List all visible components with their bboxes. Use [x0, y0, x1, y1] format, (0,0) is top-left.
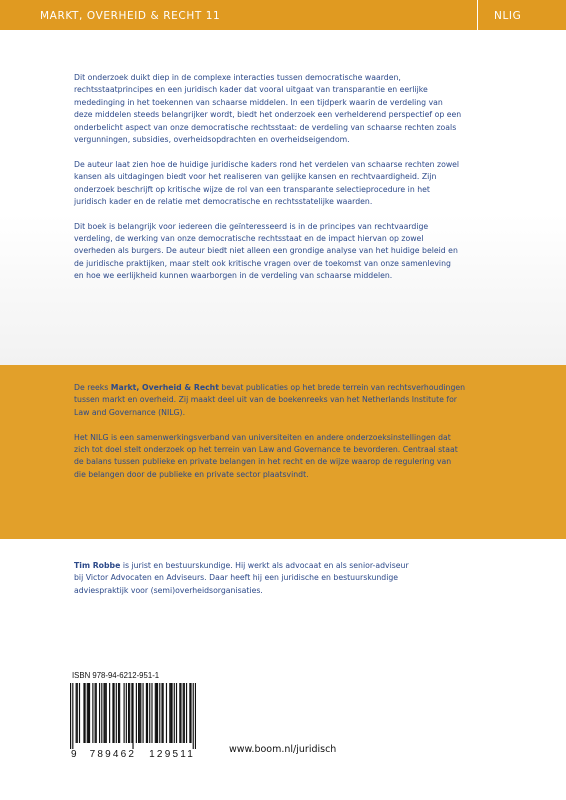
barcode-bar [106, 683, 107, 743]
isbn-barcode [70, 671, 196, 761]
barcode-bar [129, 683, 130, 743]
barcode-digit-group: 9 [71, 749, 77, 760]
series-line: tussen markt en overheid. Zij maakt deel uit van de boekenreeks van het Netherlands Institute for [74, 395, 457, 405]
barcode-bars [70, 683, 196, 749]
series-line: zich tot doel stelt onderzoek op het terrein van Law and Governance te bevorderen. Centraal staat [74, 444, 458, 454]
barcode-bar [70, 683, 71, 749]
barcode-bar [142, 683, 143, 743]
barcode-bar [149, 683, 150, 743]
barcode-bar [155, 683, 156, 743]
barcode-bar [103, 683, 104, 743]
barcode-bar [176, 683, 177, 743]
barcode-bar [89, 683, 90, 743]
barcode-bar [124, 683, 125, 743]
barcode-bar [174, 683, 175, 743]
author-paragraph [74, 560, 504, 597]
summary-line: Dit onderzoek duikt diep in de complexe interacties tussen democratische waarden, [74, 73, 401, 82]
summary-line: De auteur laat zien hoe de huidige juridische kaders rond het verdelen van schaarse rechten zowel [74, 159, 460, 169]
summary-paragraph-2 [74, 159, 504, 209]
summary-line: kansen als uitdagingen biedt voor het realiseren van gelijke kansen en rechtvaardigheid. Zijn [74, 172, 437, 182]
barcode-bar [139, 683, 140, 743]
barcode-digit-group: 129511 [149, 749, 195, 760]
series-line: Law and Governance (NILG). [74, 407, 186, 417]
summary-line: onderbelicht aspect van onze democratische rechtsstaat: de verdeling van schaarse rechten zoals [74, 122, 457, 132]
summary-line: mededinging in het toekennen van schaarse middelen. In een tijdperk waarin de verdeling van [74, 97, 443, 107]
series-name: Markt, Overheid & Recht [110, 383, 219, 392]
barcode-bar [166, 683, 167, 743]
barcode-bar [147, 683, 148, 743]
barcode-bar [119, 683, 120, 743]
barcode-bar [105, 683, 106, 743]
barcode-bar [179, 683, 180, 743]
series-title: MARKT, OVERHEID & RECHT 11 [40, 10, 221, 22]
barcode-bar [118, 683, 119, 743]
barcode-bar [180, 683, 181, 743]
summary-line: Dit boek is belangrijk voor iedereen die geïnteresseerd is in de principes van rechtvaardige [74, 221, 429, 231]
barcode-bar [126, 683, 127, 743]
barcode-bar [101, 683, 102, 743]
series-line: die belangen door de publieke en private sector plaatsvindt. [74, 469, 309, 479]
barcode-bar [96, 683, 97, 743]
summary-line: vergunningen, subsidies, overheidsopdrachten en overheidseigendom. [74, 135, 350, 145]
barcode-bar [131, 683, 132, 743]
barcode-bar [170, 683, 171, 743]
barcode-bar [163, 683, 164, 743]
barcode-bar [151, 683, 152, 743]
barcode-bar [99, 683, 100, 743]
summary-line: deze middelen steeds belangrijker wordt, biedt het onderzoek een verhelderend perspectief op een [74, 110, 462, 120]
barcode-bar [85, 683, 86, 743]
barcode-bar [132, 683, 133, 749]
summary-paragraph-1 [74, 72, 504, 146]
barcode-digits [70, 749, 196, 760]
summary-line: onderzoek beschrijft op kritische wijze de rol van een transparante selectieprocedure in het [74, 184, 430, 194]
author-line [74, 560, 504, 572]
summary-paragraph-3 [74, 221, 504, 283]
publisher-website[interactable]: www.boom.nl/juridisch [229, 744, 337, 755]
barcode-bar [76, 683, 77, 743]
barcode-bar [157, 683, 158, 743]
barcode-bar [136, 683, 137, 743]
author-intro: is jurist en bestuurskundige. Hij werkt als advocaat en als senior-adviseur [120, 561, 409, 570]
barcode-bar [87, 683, 88, 743]
barcode-bar [156, 683, 157, 743]
author-line: bij Victor Advocaten en Adviseurs. Daar heeft hij een juridische en bestuurskundige [74, 573, 399, 583]
book-summary [74, 72, 504, 283]
header-divider [477, 0, 478, 30]
barcode-bar [83, 683, 84, 743]
summary-line: de juridische praktijken, maar stelt ook kritische vragen over de toekomst van onze samenleving [74, 258, 451, 268]
isbn-label: ISBN 978-94-6212-951-1 [72, 671, 160, 680]
barcode-bar [189, 683, 190, 743]
series-paragraph-1 [74, 382, 504, 419]
series-paragraph-2 [74, 432, 504, 482]
barcode-bar [77, 683, 78, 743]
barcode-bar [186, 683, 187, 743]
author-bio [74, 560, 504, 597]
author-line: adviespraktijk voor (semi)overheidsorganisaties. [74, 585, 263, 595]
barcode-bar [79, 683, 80, 743]
series-intro-text: De reeks [74, 383, 111, 392]
barcode-bar [113, 683, 114, 743]
barcode-bar [140, 683, 141, 743]
summary-line: rechtsstaatprincipes en een juridisch kader dat vooral uitgaat van transparantie en eerlijke [74, 85, 428, 95]
author-name: Tim Robbe [74, 561, 121, 570]
barcode-bar [169, 683, 170, 743]
barcode-bar [116, 683, 117, 743]
barcode-bar [146, 683, 147, 743]
series-intro-rest: bevat publicaties op het brede terrein van rechtsverhoudingen [218, 383, 466, 392]
series-line: de balans tussen publieke en private belangen in het recht en de wijze waarop de regulering van [74, 457, 452, 467]
barcode-bar [128, 683, 129, 743]
summary-line: en hoe we eerlijkheid kunnen waarborgen in de verdeling van schaarse middelen. [74, 271, 393, 281]
barcode-bar [88, 683, 89, 743]
summary-line: overheden als burgers. De auteur biedt niet alleen een grondige analyse van het huidige beleid en [74, 246, 458, 256]
barcode-bar [183, 683, 184, 743]
publisher-short: NLIG [494, 10, 522, 22]
barcode-bar [112, 683, 113, 743]
barcode-bar [95, 683, 96, 743]
barcode-bar [184, 683, 185, 743]
barcode-bar [190, 683, 191, 743]
barcode-bar [193, 683, 194, 749]
series-description [74, 382, 504, 481]
series-line [74, 382, 504, 394]
barcode-bar [72, 683, 73, 749]
series-header-bar [0, 0, 566, 30]
summary-line: verdeling, de werking van onze democratische rechtsstaat en de impact hiervan op zowel [74, 234, 424, 244]
barcode-bar [138, 683, 139, 743]
barcode-bar [92, 683, 93, 743]
summary-line: juridisch kader en de relatie met democratische en rechtsstatelijke waarden. [74, 196, 373, 206]
barcode-bar [159, 683, 160, 743]
barcode-digit-group: 789462 [89, 749, 137, 760]
barcode-bar [195, 683, 196, 749]
series-line: Het NILG is een samenwerkingsverband van universiteiten en andere onderzoeksinstellingen dat [74, 432, 451, 442]
barcode-bar [161, 683, 162, 743]
barcode-bar [171, 683, 172, 743]
barcode-bar [109, 683, 110, 743]
